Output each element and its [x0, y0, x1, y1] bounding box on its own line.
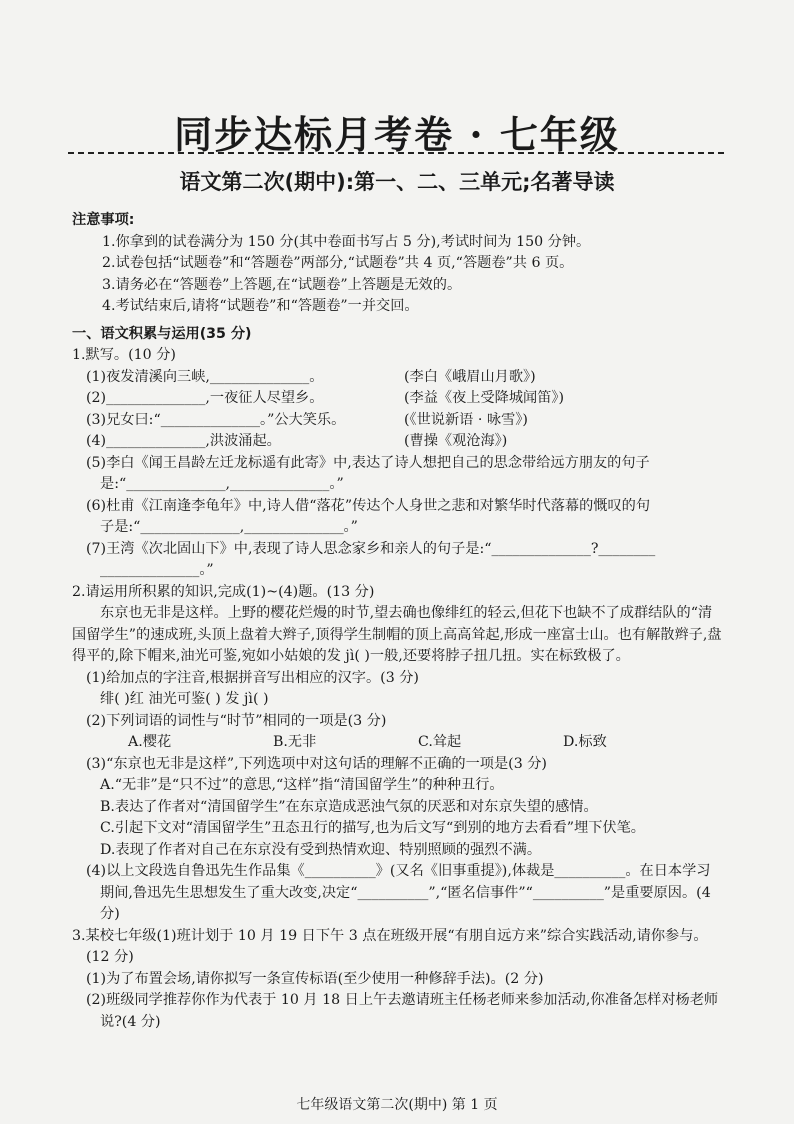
recite-line — [72, 367, 722, 389]
sub-question: (4)以上文段选自鲁迅先生作品集《__________》(又名《旧事重提》),体裁是__________。在日本学习期间,鲁迅先生思想发生了重大改变,决定“__________”,“匿名信事件”“__________”是重要原因。(4 分) — [86, 863, 711, 922]
notice-heading: 注意事项: — [72, 212, 135, 228]
notice-item: 2.试卷包括“试题卷”和“答题卷”两部分,“试题卷”共 4 页,“答题卷”共 6 页。 — [102, 255, 574, 271]
option-b: B.无非 — [273, 734, 317, 750]
section-heading: 一、语文积累与运用(35 分) — [72, 325, 252, 342]
recite-line — [72, 388, 722, 410]
exam-content — [72, 210, 722, 1033]
recite-question: 是:“______________,______________。” — [100, 476, 344, 492]
reading-passage: 东京也无非是这样。上野的樱花烂熳的时节,望去确也像绯红的轻云,但花下也缺不了成群结队的“清国留学生”的速成班,头顶上盘着大辫子,顶得学生制帽的顶上高高耸起,形成一座富士山。也有解散辫子,盘得平的,除下帽来,油光可鉴,宛如小姑娘的发 jì( )一般,还要将脖子扭几扭。实在标致极了。 — [72, 605, 722, 664]
choice-d: D.表现了作者对自己在东京没有受到热情欢迎、特别照顾的强烈不满。 — [100, 841, 542, 858]
recite-question: (7)王湾《次北固山下》中,表现了诗人思念家乡和亲人的句子是:“______________?________ — [86, 540, 656, 557]
page-footer: 七年级语文第二次(期中) 第 1 页 — [296, 1097, 498, 1113]
option-d: D.标致 — [563, 734, 607, 750]
sub-question: (2)班级同学推荐你作为代表于 10 月 18 日上午去邀请班主任杨老师来参加活动,你准备怎样对杨老师说?(4 分) — [86, 992, 719, 1030]
choice-b: B.表达了作者对“清国留学生”在东京造成恶浊气氛的厌恶和对东京失望的感情。 — [100, 798, 598, 815]
notice-item: 1.你拿到的试卷满分为 150 分(其中卷面书写占 5 分),考试时间为 150 分钟。 — [102, 233, 591, 250]
recite-line — [72, 431, 722, 453]
question-title: 2.请运用所积累的知识,完成(1)~(4)题。(13 分) — [72, 583, 375, 600]
page-title: 同步达标月考卷 · 七年级 — [174, 112, 620, 157]
recite-question: ______________。” — [100, 562, 214, 578]
sub-question: (3)“东京也无非是这样”,下列选项中对这句话的理解不正确的一项是(3 分) — [86, 755, 547, 772]
recite-blank: (3)兄女曰:“______________。”公大笑乐。 — [86, 411, 346, 428]
pinyin-items: 绯( )红 油光可鉴( ) 发 jì( ) — [100, 691, 269, 707]
option-c: C.耸起 — [418, 734, 462, 750]
recite-blank: (2)______________,一夜征人尽望乡。 — [86, 390, 324, 406]
notice-item: 3.请务必在“答题卷”上答题,在“试题卷”上答题是无效的。 — [102, 276, 462, 293]
notice-item: 4.考试结束后,请将“试题卷”和“答题卷”一并交回。 — [102, 298, 419, 314]
option-row — [72, 732, 722, 754]
recite-source: (李益《夜上受降城闻笛》) — [404, 390, 565, 406]
option-a: A.樱花 — [128, 734, 172, 750]
recite-blank: (1)夜发清溪向三峡,______________。 — [86, 368, 324, 385]
recite-question: (6)杜甫《江南逢李龟年》中,诗人借“落花”传达个人身世之悲和对繁华时代落幕的慨叹的句 — [86, 497, 651, 514]
question-title: 1.默写。(10 分) — [72, 347, 176, 363]
sub-question: (2)下列词语的词性与“时节”相同的一项是(3 分) — [86, 712, 387, 729]
recite-question: 子是:“______________,______________。” — [100, 519, 358, 535]
recite-question: (5)李白《闻王昌龄左迁龙标遥有此寄》中,表达了诗人想把自己的思念带给远方朋友的句子 — [86, 454, 650, 471]
choice-a: A.“无非”是“只不过”的意思,“这样”指“清国留学生”的种种丑行。 — [100, 777, 504, 793]
question-title: 3.某校七年级(1)班计划于 10 月 19 日下午 3 点在班级开展“有朋自远方来”综合实践活动,请你参与。(12 分) — [72, 927, 708, 965]
recite-source: (曹操《观沧海》) — [404, 433, 508, 449]
recite-line — [72, 410, 722, 432]
choice-c: C.引起下文对“清国留学生”丑态丑行的描写,也为后文写“到别的地方去看看”埋下伏笔。 — [100, 820, 645, 836]
recite-source: (李白《峨眉山月歌》) — [404, 368, 536, 385]
sub-question: (1)给加点的字注音,根据拼音写出相应的汉字。(3 分) — [86, 669, 419, 686]
title-divider — [68, 152, 724, 154]
page-subtitle: 语文第二次(期中):第一、二、三单元;名著导读 — [179, 170, 615, 194]
recite-blank: (4)______________,洪波涌起。 — [86, 433, 281, 449]
sub-question: (1)为了布置会场,请你拟写一条宣传标语(至少使用一种修辞手法)。(2 分) — [86, 970, 544, 987]
recite-source: (《世说新语 · 咏雪》) — [404, 411, 528, 428]
